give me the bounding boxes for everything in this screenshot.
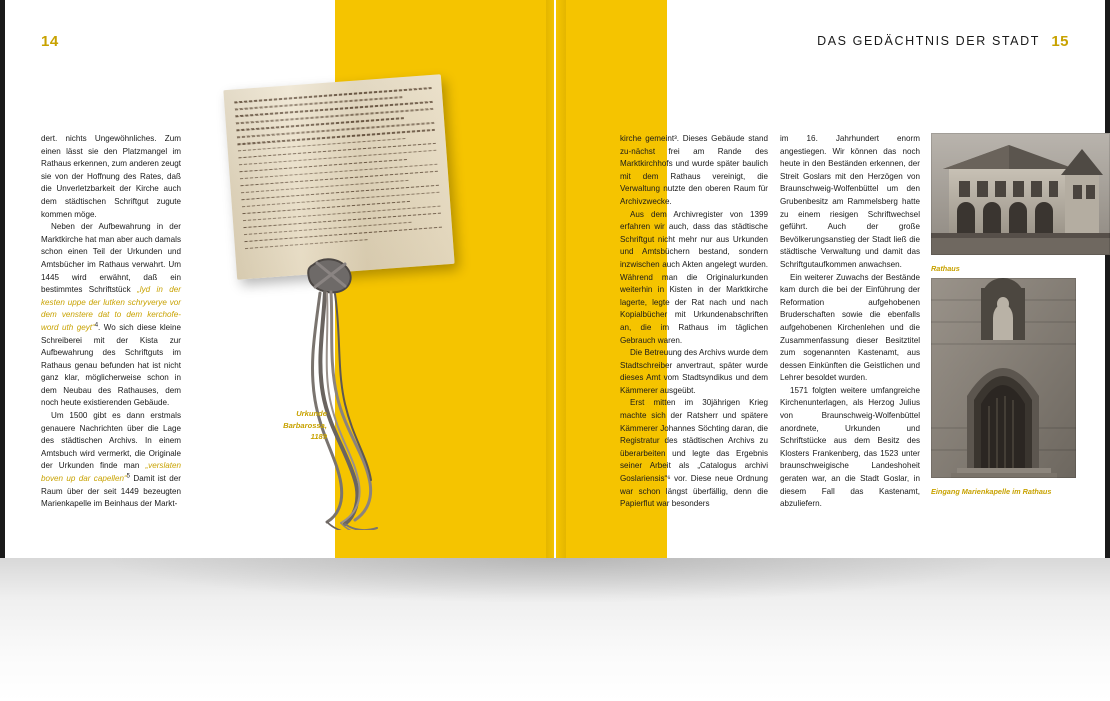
photo-eingang-marienkapelle bbox=[931, 278, 1076, 478]
seal-cords bbox=[205, 60, 465, 530]
paragraph: im 16. Jahrhundert enorm angestiegen. Wir können das noch heute in den Beständen erkennen, der Streit Goslars mit den Herzögen von Braunschweig-Wolfenbüttel um den Grubenbesitz am Rammelsberg hatte zu einem riesigen Schriftwechsel geführt. Auch der große Bevölkerungsanstieg der Stadt ließ die städtische Verwaltung und damit das Schriftgutaufkommen anwachsen. bbox=[780, 134, 920, 269]
paragraph: Aus dem Archivregister von 1399 erfahren wir auch, dass das städtische Schriftgut nicht mehr nur aus Urkunden und Amtsbüchern bestand, sondern inzwischen auch Akten angelegt wurden. Während man die Originalurkunden weiterhin in Kisten in der Marktkirche lagerte, legte der Rat nach und nach Kopialbücher mit Urkundenabschriften an, die im Rathaus im täglichen Gebrauch waren. bbox=[620, 209, 768, 345]
photo-rathaus bbox=[931, 133, 1110, 255]
paragraph-tail: . Wo sich diese kleine Schreiberei mit der Kista zur Aufbewahrung des Schriftguts im Rathaus genau befunden hat ist nicht ganz klar, möglicherweise schon in dem Neubau des Rathauses, dem noch heute existierenden Gebäude. bbox=[41, 322, 181, 408]
paragraph-text: Um 1500 gibt es dann erstmals genauere Nachrichten über die Lage des städtischen Archivs. In einem Amtsbuch wird vermerkt, die Originale der Urkunden finde man bbox=[41, 411, 181, 471]
paragraph: Erst mitten im 30jährigen Krieg machte sich der Ratsherr und spätere Kämmerer Johannes Söchting daran, die Registratur des städtischen Archivs zu überarbeiten und legte das Ergebnis seiner Arbeit als „Catalogus archivi Goslariensis“⁶ vor. Diese neue Ordnung war schon längst überfällig, denn die Papierflut war besonders bbox=[620, 398, 768, 509]
footnote-marker: 5 bbox=[126, 473, 130, 480]
folio-number-right: 15 bbox=[1051, 33, 1069, 50]
paragraph-text: Neben der Aufbewahrung in der Marktkirche hat man aber auch damals schon einen Teil der Urkunden und Amtsbücher im Rathaus verwahrt. Um 1445 wird erwähnt, daß ein bestimmtes Schriftstück bbox=[41, 222, 181, 295]
left-page bbox=[0, 0, 555, 558]
photo-rathaus-image bbox=[931, 133, 1110, 255]
highlight-quote: „verslaten boven up dar capellen“ bbox=[41, 461, 181, 484]
left-page-text-column bbox=[41, 133, 181, 511]
paragraph-tail: Damit ist der Raum über der seit 1449 bezeugten Marienkapelle im Beinhaus der Markt- bbox=[41, 474, 181, 509]
photo-eingang-image bbox=[931, 278, 1076, 478]
right-page-text-column-2 bbox=[780, 133, 920, 511]
paragraph: dert. nichts Ungewöhnliches. Zum einen lässt sie den Platzmangel im Rathaus erkennen, zum anderen zeugt sie von der Hoffnung des Rates, daß die Unverletzbarkeit der Kirche auch dem städtischen Schriftgut zugute kommen möge. bbox=[41, 134, 181, 219]
photo-caption-eingang: Eingang Marienkapelle im Rathaus bbox=[931, 487, 1052, 496]
right-page-text-column-1 bbox=[620, 133, 768, 511]
medieval-charter-figure bbox=[205, 60, 465, 530]
paragraph bbox=[41, 410, 181, 511]
paragraph: Ein weiterer Zuwachs der Bestände kam durch die bei der Einführung der Reformation aufgehobenen Bruderschaften sowie die ebenfalls aufgehobenen Kirchenlehen und die Zusammenfassung dieser Besitztitel zum sogenannten Kastenamt, aus dessen Einkünften die Geistlichen und Lehrer besoldet wurden. bbox=[780, 272, 920, 383]
folio-number-left: 14 bbox=[41, 33, 59, 50]
book-gutter bbox=[554, 0, 556, 558]
paragraph: kirche gemeint³. Dieses Gebäude stand zu-nächst frei am Rande des Marktkirchhofs und wurde später baulich mit dem Rathaus vereinigt, die Verwaltung nutzte den oberen Raum für Archivzwecke. bbox=[620, 134, 768, 206]
highlight-quote: „lyd in der kesten uppe der lutken schryverye vor dem venstere dat to dem kerchofe- word uth geyt“ bbox=[41, 285, 181, 332]
paragraph: Die Betreuung des Archivs wurde dem Stadtschreiber anvertraut, später wurde dieses Amt vom Stadtsyndikus und dem Kämmerer ausgeübt. bbox=[620, 348, 768, 395]
footnote-marker: 4 bbox=[94, 322, 99, 329]
paragraph bbox=[41, 221, 181, 410]
paragraph: 1571 folgten weitere umfangreiche Kirchenunterlagen, als Herzog Julius von Braunschweig-Wolfenbüttel anordnete, Urkunden und Schriftstücke aus dem Besitz des Klosters Frankenberg, das 1523 unter braunschweigische Landeshoheit geraten war, an die Stadt Goslar, in diesem Fall das Kastenamt, abzuliefern. bbox=[780, 385, 920, 509]
figure-caption-charter: Urkunde Barbarossa, 1189 bbox=[283, 409, 327, 441]
running-head: DAS GEDÄCHTNIS DER STADT bbox=[817, 34, 1040, 48]
photo-caption-rathaus: Rathaus bbox=[931, 264, 960, 273]
page-bottom-shadow bbox=[0, 558, 1110, 701]
